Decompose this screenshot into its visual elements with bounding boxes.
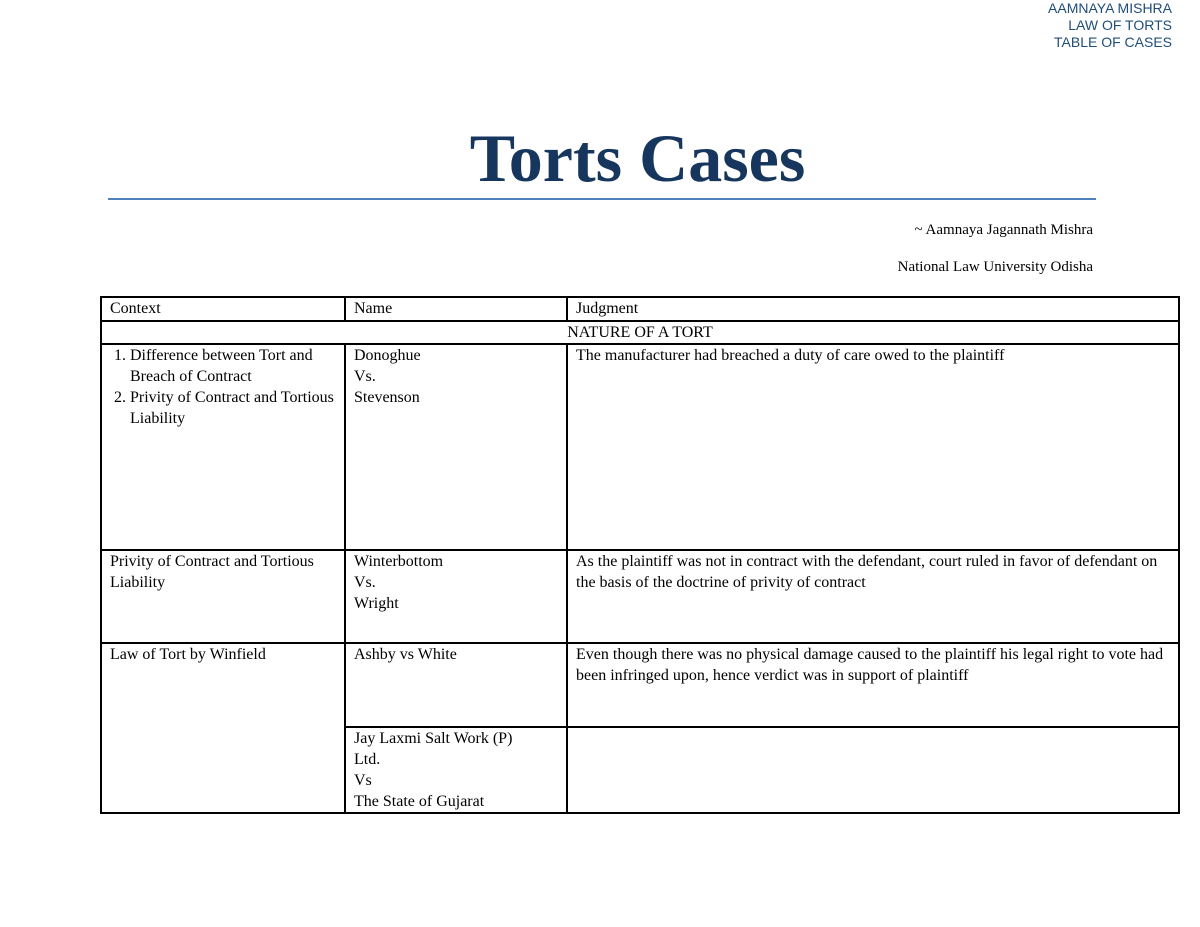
case-party: Stevenson [354,389,420,406]
judgment-cell [567,727,1179,813]
case-party: Winterbottom [354,553,444,570]
column-header-name: Name [345,297,567,321]
case-party-cont: Ltd. [354,751,381,768]
name-cell [345,344,567,550]
judgment-cell: The manufacturer had breached a duty of care owed to the plaintiff [567,344,1179,550]
case-versus: Vs. [354,368,376,385]
cases-table [100,296,1180,814]
column-header-judgment: Judgment [567,297,1179,321]
context-list [110,345,336,429]
title-underline [108,198,1096,200]
table-row [101,643,1179,727]
case-party: The State of Gujarat [354,793,485,810]
name-cell [345,727,567,813]
table-header-row [101,297,1179,321]
case-party: Jay Laxmi Salt Work (P) [354,730,513,747]
author-byline: ~ Aamnaya Jagannath Mishra [914,222,1093,238]
table-row [101,344,1179,550]
column-header-context: Context [101,297,345,321]
context-cell: Privity of Contract and Tortious Liability [101,550,345,643]
judgment-cell: As the plaintiff was not in contract with the defendant, court ruled in favor of defendant on the basis of the doctrine of privity of contract [567,550,1179,643]
case-versus: Vs. [354,574,376,591]
context-cell: Law of Tort by Winfield [101,643,345,813]
header-author: AAMNAYA MISHRA [1048,0,1172,16]
case-party: Wright [354,595,399,612]
header-subject: LAW OF TORTS [1068,17,1172,33]
context-item: 1. Difference between Tort and Breach of Contract [130,345,336,387]
document-title: Torts Cases [469,120,806,196]
context-cell [101,344,345,550]
section-row [101,321,1179,344]
header-doc-type: TABLE OF CASES [1054,34,1172,50]
case-versus: Vs [354,772,372,789]
name-cell: Ashby vs White [345,643,567,727]
name-cell [345,550,567,643]
institution-byline: National Law University Odisha [897,259,1093,275]
section-title: NATURE OF A TORT [101,321,1179,344]
table-row [101,550,1179,643]
context-item: 2. Privity of Contract and Tortious Liability [130,387,336,429]
case-party: Donoghue [354,347,421,364]
judgment-cell: Even though there was no physical damage caused to the plaintiff his legal right to vote had been infringed upon, hence verdict was in support of plaintiff [567,643,1179,727]
page-header [1048,0,1172,51]
